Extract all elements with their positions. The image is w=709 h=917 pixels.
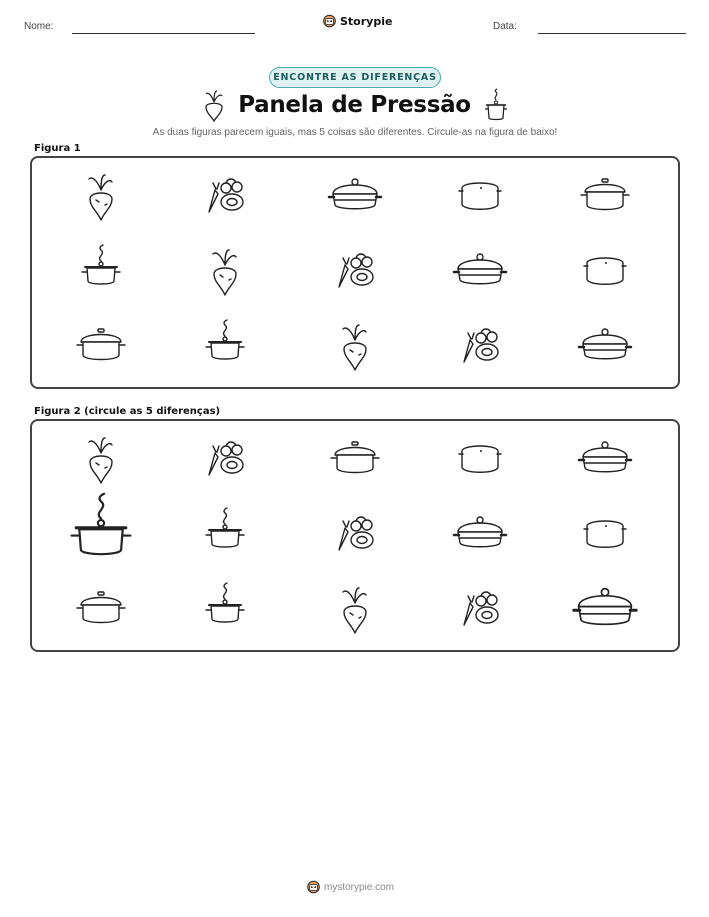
figure2-r1c1-beet-icon[interactable] xyxy=(89,438,112,483)
name-field[interactable] xyxy=(72,33,255,34)
figure1-r1c4-open-pot-icon[interactable] xyxy=(459,183,501,209)
figure1-r1c1-beet-icon[interactable] xyxy=(89,175,112,220)
figure1-r3c4-veggies-icon[interactable] xyxy=(464,329,498,362)
brand-logo xyxy=(323,14,392,28)
figure2-picture[interactable] xyxy=(32,421,678,650)
figure2-r3c4-veggies-icon[interactable] xyxy=(464,592,498,625)
figure1-r1c5-pot-icon[interactable] xyxy=(581,179,629,210)
figure2-r1c3-pot-icon[interactable] xyxy=(331,442,379,473)
figure2-r3c5-flat-pot-large-icon[interactable] xyxy=(574,589,636,625)
figure1-r3c2-steam-pot-icon[interactable] xyxy=(206,320,244,359)
figure2-label: Figura 2 (circule as 5 diferenças) xyxy=(34,406,221,417)
footer-url[interactable]: mystorypie.com xyxy=(324,881,395,893)
brand-name: Storypie xyxy=(340,14,393,28)
figure1-r3c1-pot-icon[interactable] xyxy=(77,329,125,360)
date-label: Data: xyxy=(493,21,517,32)
figure1-r2c3-veggies-icon[interactable] xyxy=(339,254,373,287)
name-label: Nome: xyxy=(24,21,54,32)
figure1-r2c4-flat-pot-icon[interactable] xyxy=(454,254,506,284)
figure2-r2c5-open-pot-icon[interactable] xyxy=(584,521,626,547)
figure2-r3c2-steam-pot-icon[interactable] xyxy=(206,583,244,622)
activity-badge: ENCONTRE AS DIFERENÇAS xyxy=(269,67,441,88)
figure2-r1c5-flat-pot-icon[interactable] xyxy=(579,442,631,472)
figure1-frame xyxy=(30,156,680,389)
storypie-mascot-icon xyxy=(323,14,336,28)
figure2-r3c1-pot-icon[interactable] xyxy=(77,592,125,623)
storypie-mascot-icon xyxy=(307,880,320,894)
figure1-r2c2-beet-icon[interactable] xyxy=(213,250,236,295)
figure1-r1c2-veggies-icon[interactable] xyxy=(209,179,243,212)
figure1-r2c1-steam-pot-icon[interactable] xyxy=(82,245,120,284)
instructions: As duas figuras parecem iguais, mas 5 coisas são diferentes. Circule-as na figura de baixo! xyxy=(152,127,558,138)
figure1-r3c5-flat-pot-icon[interactable] xyxy=(579,329,631,359)
figure1-picture[interactable] xyxy=(32,158,678,387)
beet-icon xyxy=(203,90,225,122)
figure2-r2c3-veggies-icon[interactable] xyxy=(339,517,373,550)
steaming-pot-icon xyxy=(481,88,511,122)
figure2-r1c4-open-pot-icon[interactable] xyxy=(459,446,501,472)
page-title: Panela de Pressão xyxy=(238,92,471,118)
figure1-r3c3-beet-icon[interactable] xyxy=(343,325,366,370)
date-field[interactable] xyxy=(538,33,686,34)
figure2-r2c4-flat-pot-icon[interactable] xyxy=(454,517,506,547)
figure2-r3c3-beet-icon[interactable] xyxy=(343,588,366,633)
figure1-r1c3-flat-pot-icon[interactable] xyxy=(329,179,381,209)
figure2-r2c1-steam-pot-large-icon[interactable] xyxy=(72,494,131,554)
figure2-r2c2-steam-pot-icon[interactable] xyxy=(206,508,244,547)
figure1-label: Figura 1 xyxy=(34,143,81,154)
figure2-r1c2-veggies-icon[interactable] xyxy=(209,442,243,475)
footer xyxy=(307,880,394,894)
figure2-frame xyxy=(30,419,680,652)
figure1-r2c5-open-pot-icon[interactable] xyxy=(584,258,626,284)
